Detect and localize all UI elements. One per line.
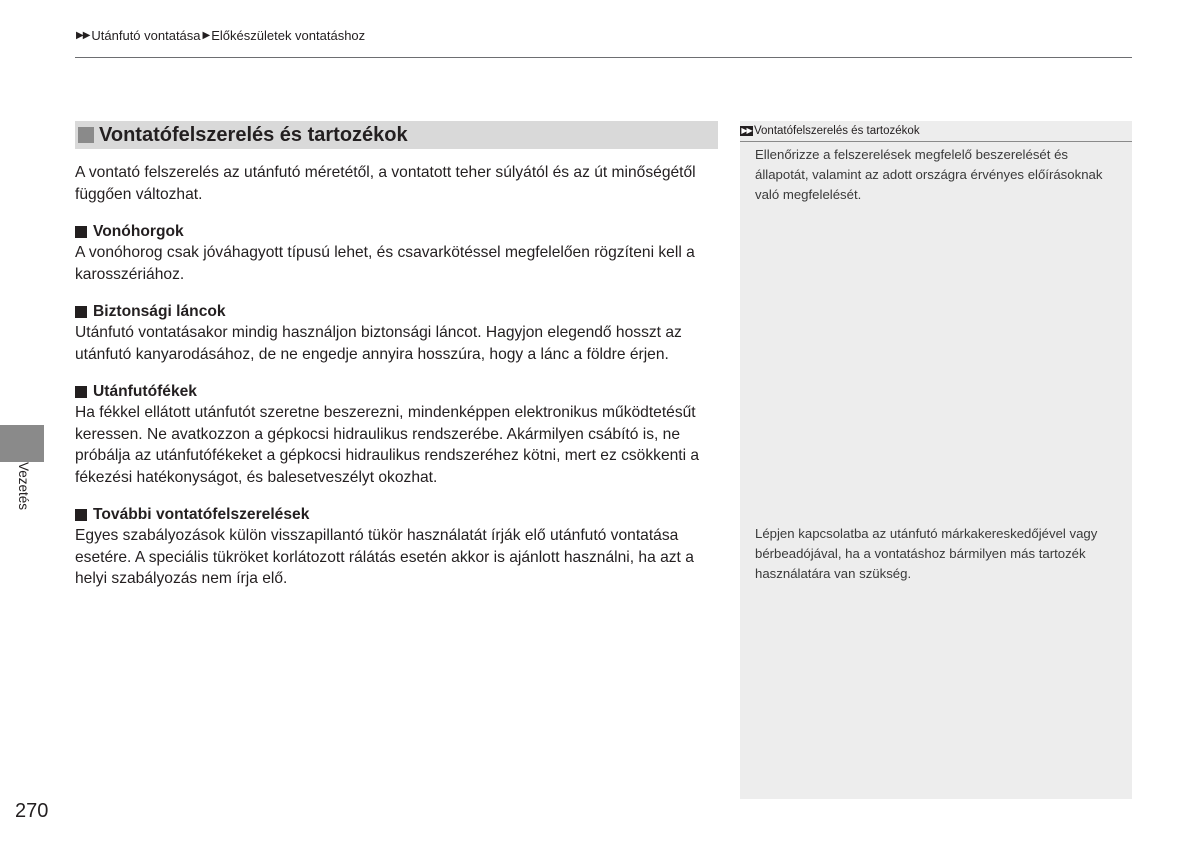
square-bullet-icon bbox=[75, 386, 87, 398]
square-bullet-icon bbox=[75, 306, 87, 318]
double-arrow-icon: ▶▶ bbox=[76, 29, 90, 41]
arrow-icon: ▶ bbox=[202, 29, 210, 41]
side-notes-panel bbox=[740, 121, 1132, 799]
header-divider bbox=[75, 57, 1132, 58]
chapter-tab-marker bbox=[0, 425, 44, 462]
title-square-icon bbox=[78, 127, 94, 143]
main-content bbox=[75, 121, 718, 590]
side-note-inspection: Ellenőrizze a felszerelések megfelelő beszerelését és állapotát, valamint az adott országra érvényes előírásoknak való megfelelését. bbox=[755, 147, 1103, 202]
subsection-tow-hooks bbox=[75, 221, 718, 285]
subsection-additional-equipment bbox=[75, 504, 718, 590]
square-bullet-icon bbox=[75, 509, 87, 521]
square-bullet-icon bbox=[75, 226, 87, 238]
side-notes-heading bbox=[740, 121, 1132, 142]
subsection-heading bbox=[75, 381, 718, 402]
section-title-bar bbox=[75, 121, 718, 149]
subsection-paragraph: A vonóhorog csak jóváhagyott típusú lehet, és csavarkötéssel megfelelően rögzíteni kell a karosszériához. bbox=[75, 244, 695, 283]
page-title: Vontatófelszerelés és tartozékok bbox=[99, 123, 408, 146]
side-note-dealer-contact: Lépjen kapcsolatba az utánfutó márkakereskedőjével vagy bérbeadójával, ha a vontatáshoz bármilyen más tartozék használatára van szükség. bbox=[755, 526, 1098, 581]
page-number: 270 bbox=[15, 800, 49, 822]
subsection-heading-label: Utánfutófékek bbox=[93, 382, 197, 400]
side-notes-heading-label: Vontatófelszerelés és tartozékok bbox=[754, 125, 920, 137]
subsection-heading bbox=[75, 221, 718, 242]
subsection-paragraph: Egyes szabályozások külön visszapillantó tükör használatát írják elő utánfutó vontatása esetére. A speciális tükröket korlátozott rálátás esetén akkor is ajánlott használni, ha azt a helyi szabályozás nem írja elő. bbox=[75, 527, 694, 587]
subsection-safety-chains bbox=[75, 301, 718, 365]
subsection-paragraph: Utánfutó vontatásakor mindig használjon biztonsági láncot. Hagyjon elegendő hosszt az utánfutó kanyarodásához, de ne engedje annyira hosszúra, hogy a lánc a földre érjen. bbox=[75, 324, 682, 363]
subsection-heading-label: Vonóhorgok bbox=[93, 222, 184, 240]
breadcrumb-item-preparation[interactable]: Előkészületek vontatáshoz bbox=[211, 27, 366, 43]
subsection-heading bbox=[75, 301, 718, 322]
subsection-paragraph: Ha fékkel ellátott utánfutót szeretne beszerezni, mindenképpen elektronikus működtetésűt keressen. Ne avatkozzon a gépkocsi hidraulikus rendszerébe. Akármilyen csábító is, ne próbálja az utánfutófékeket a gépkocsi hidraulikus rendszeréhez kötni, mert ez csökkenti a fékezési hatékonyságot, és balesetveszélyt okozhat. bbox=[75, 404, 700, 486]
breadcrumb-item-towing[interactable]: Utánfutó vontatása bbox=[91, 27, 201, 43]
subsection-heading bbox=[75, 504, 718, 525]
reference-arrow-icon: ▶▶ bbox=[741, 126, 752, 135]
subsection-trailer-brakes bbox=[75, 381, 718, 488]
breadcrumb bbox=[76, 26, 365, 44]
chapter-tab-label: Vezetés bbox=[16, 462, 31, 511]
subsection-heading-label: További vontatófelszerelések bbox=[93, 505, 310, 523]
intro-paragraph: A vontató felszerelés az utánfutó méretétől, a vontatott teher súlyától és az út minőségétől függően változhat. bbox=[75, 164, 696, 203]
subsection-heading-label: Biztonsági láncok bbox=[93, 302, 226, 320]
